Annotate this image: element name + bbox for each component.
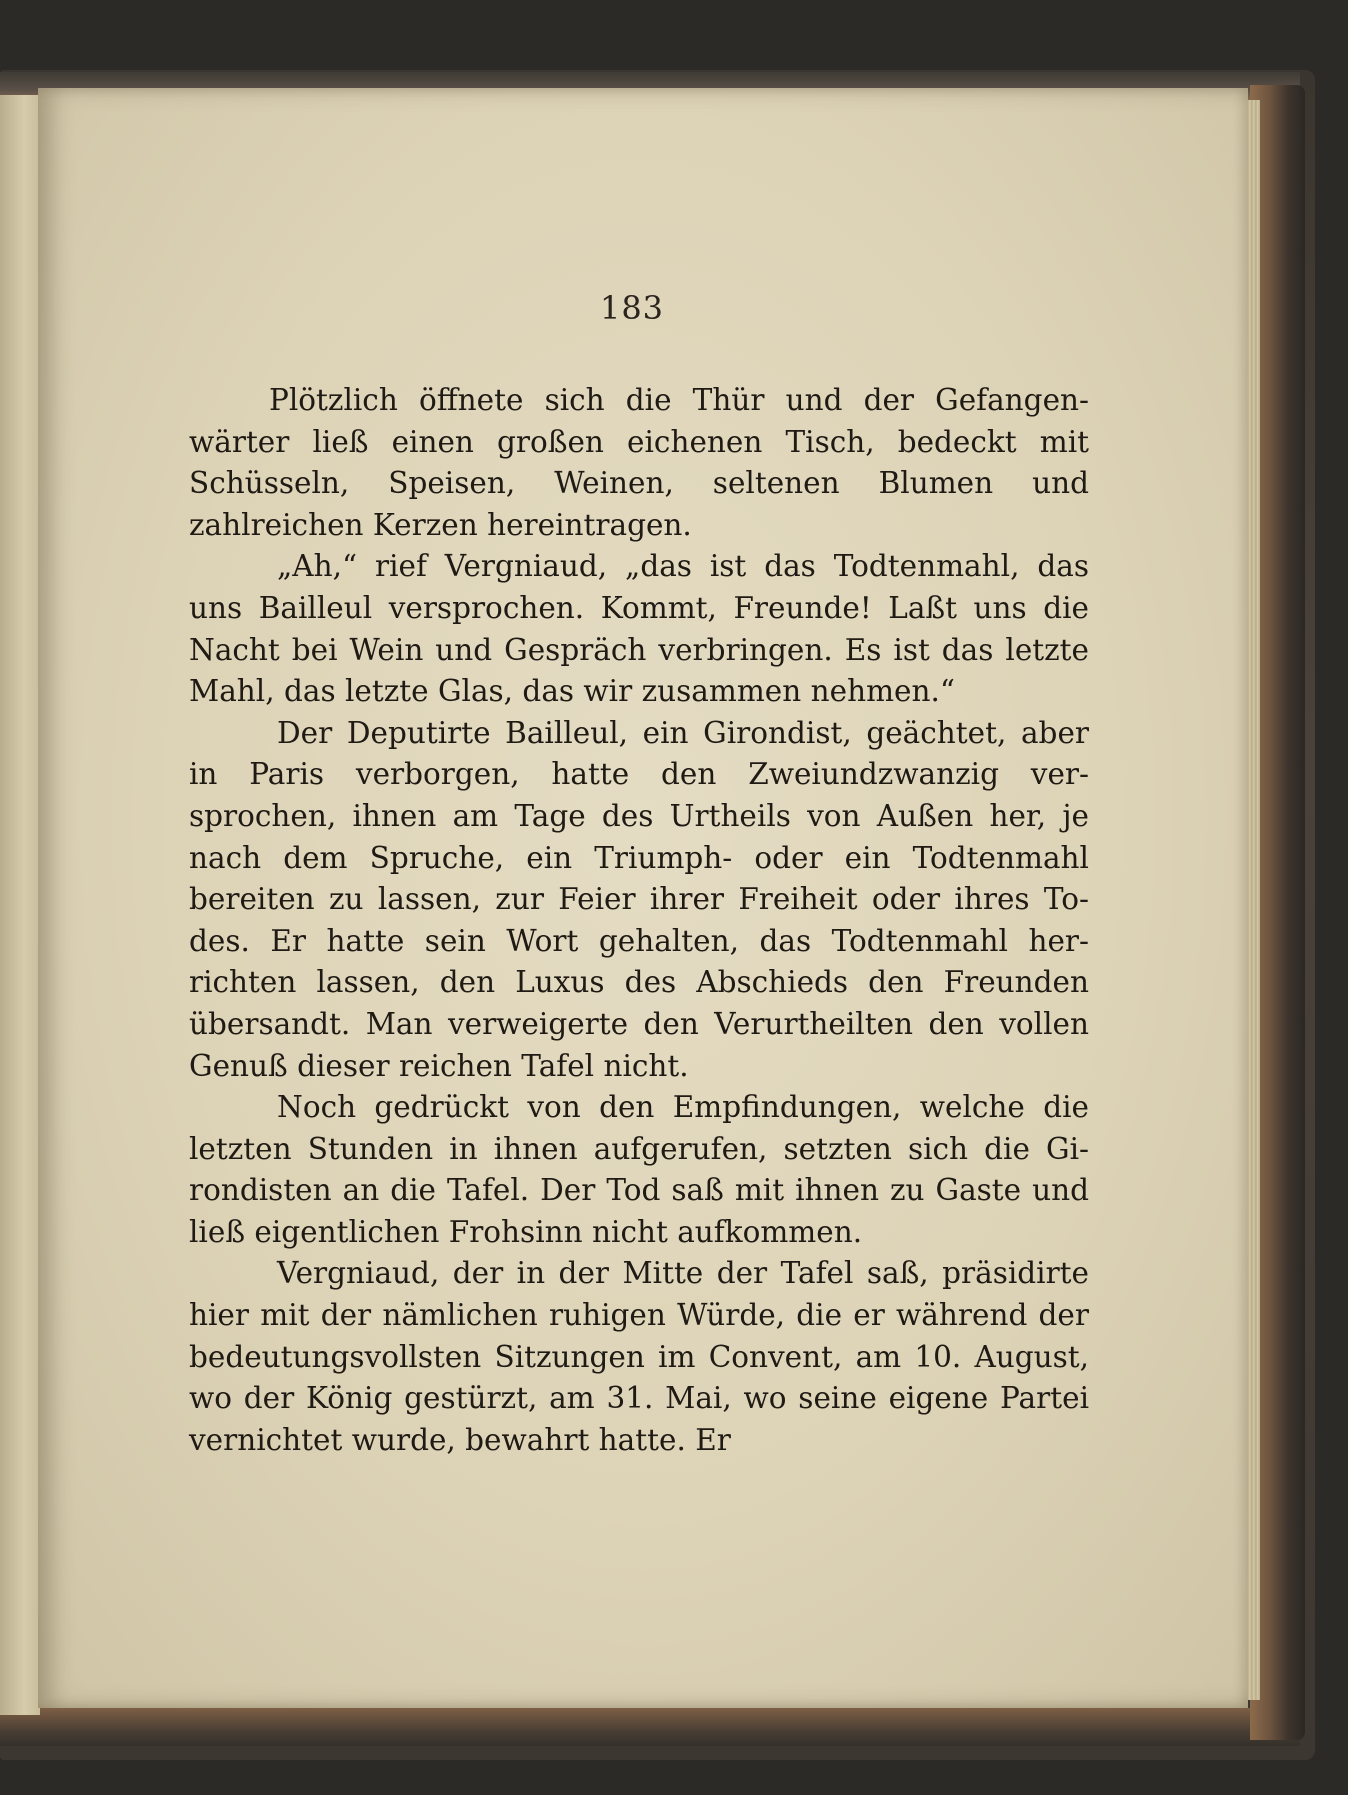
- paragraph: Noch gedrückt von den Empfindungen, welche die letzten Stunden in ihnen aufgerufen, setzten sich die Girondisten an die Tafel. Der Tod saß mit ihnen zu Gaste und ließ eigentlichen Frohsinn nicht aufkommen.: [189, 1090, 1089, 1249]
- paragraph: „Ah,“ rief Vergniaud, „das ist das Todtenmahl, das uns Bailleul versprochen. Kommt, Freunde! Laßt uns die Nacht bei Wein und Gespräch verbringen. Es ist das letzte Mahl, das letzte Glas, das wir zusammen nehmen.“: [189, 549, 1089, 709]
- cover-bottom-edge: [0, 1708, 1300, 1746]
- page-number: 183: [599, 289, 665, 327]
- facing-page-edge: [0, 95, 40, 1715]
- body-text: [189, 380, 1089, 1461]
- paragraph: Der Deputirte Bailleul, ein Girondist, geächtet, aber in Paris verborgen, hatte den Zweiundzwanzig versprochen, ihnen am Tage des Urtheils von Außen her, je nach dem Spruche, ein Triumph- oder ein Todtenmahl bereiten zu lassen, zur Feier ihrer Freiheit oder ihres Todes. Er hatte sein Wort gehalten, das Todtenmahl herrichten lassen, den Luxus des Abschieds den Freunden übersandt. Man verweigerte den Verurtheilten den vollen Genuß dieser reichen Tafel nicht.: [189, 715, 1089, 1083]
- paragraph: Vergniaud, der in der Mitte der Tafel saß, präsidirte hier mit der nämlichen ruhigen Würde, die er während der bedeutungsvollsten Sitzungen im Convent, am 10. August, wo der König gestürzt, am 31. Mai, wo seine eigene Partei vernichtet wurde, bewahrt hatte. Er: [189, 1256, 1089, 1457]
- paragraph: Plötzlich öffnete sich die Thür und der Gefangenwärter ließ einen großen eichenen Tisch, bedeckt mit Schüsseln, Speisen, Weinen, seltenen Blumen und zahlreichen Kerzen hereintragen.: [189, 383, 1089, 542]
